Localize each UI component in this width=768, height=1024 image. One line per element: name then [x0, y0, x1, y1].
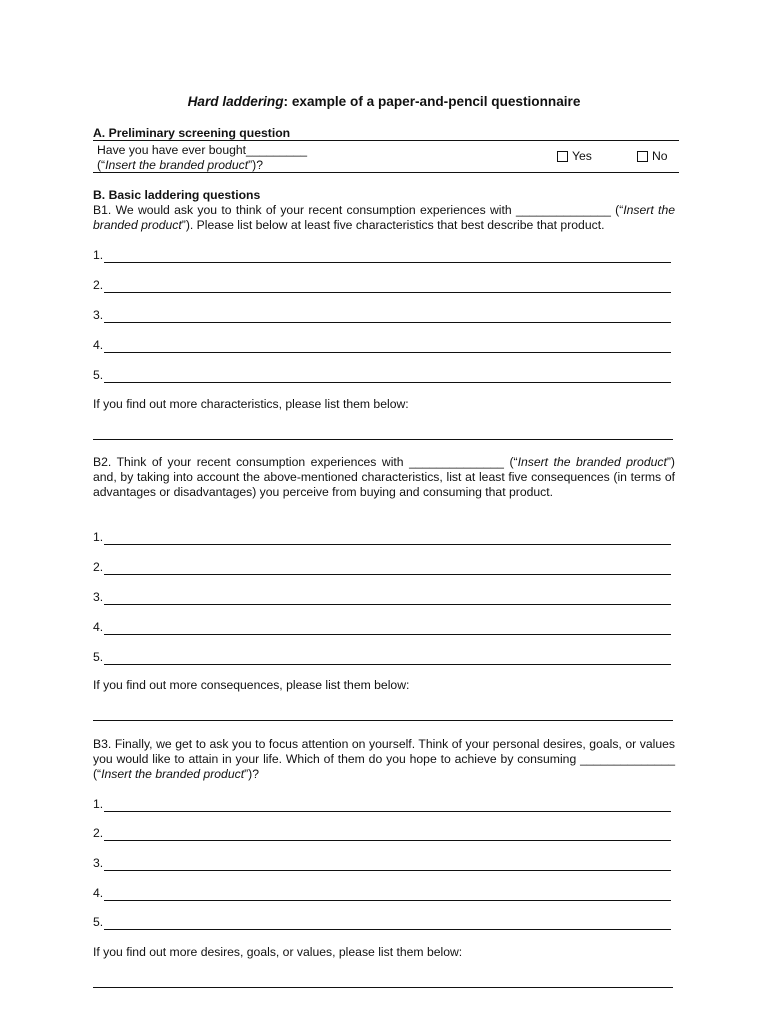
- answer-line[interactable]: [104, 341, 671, 353]
- b3-answer-1[interactable]: 1.: [93, 797, 671, 812]
- b2-answer-4[interactable]: 4.: [93, 620, 671, 635]
- b3-answer-5[interactable]: 5.: [93, 915, 671, 930]
- answer-line[interactable]: [104, 653, 671, 665]
- no-checkbox[interactable]: [637, 151, 648, 162]
- b2-answer-1[interactable]: 1.: [93, 530, 671, 545]
- answer-line[interactable]: [104, 371, 671, 383]
- page-title: [93, 93, 675, 111]
- section-a-heading: A. Preliminary screening question: [93, 126, 291, 140]
- b2-answer-3[interactable]: 3.: [93, 590, 671, 605]
- screening-question-line1: Have you have ever bought_________: [97, 143, 308, 157]
- yes-option[interactable]: [557, 149, 592, 164]
- b3-answer-3[interactable]: 3.: [93, 856, 671, 871]
- answer-line[interactable]: [104, 889, 671, 901]
- b3-answer-2[interactable]: 2.: [93, 826, 671, 841]
- no-label: No: [652, 149, 668, 163]
- section-a-top-rule: [93, 140, 679, 141]
- answer-line[interactable]: [104, 563, 671, 575]
- yes-label: Yes: [572, 149, 592, 163]
- screening-question-line2: (“Insert the branded product”)?: [97, 158, 263, 172]
- b1-answer-5[interactable]: 5.: [93, 368, 671, 383]
- b1-free-answer-line[interactable]: [93, 439, 673, 440]
- b1-answer-4[interactable]: 4.: [93, 338, 671, 353]
- b2-more-note: If you find out more consequences, please list them below:: [93, 678, 410, 692]
- question-b1: B1. We would ask you to think of your recent consumption experiences with ______________ (“Insert the branded product”). Please list below at least five characteristics that best describe that product.: [93, 203, 675, 232]
- answer-line[interactable]: [104, 829, 671, 841]
- b2-answer-5[interactable]: 5.: [93, 650, 671, 665]
- question-b2: B2. Think of your recent consumption experiences with ______________ (“Insert the branded product”) and, by taking into account the above-mentioned characteristics, list at least five consequences (in terms of advantages or disadvantages) you perceive from buying and consuming that product.: [93, 455, 675, 499]
- question-b3: B3. Finally, we get to ask you to focus attention on yourself. Think of your personal desires, goals, or values you would like to attain in your life. Which of them do you hope to achieve by consuming ______________ (“Insert the branded product”)?: [93, 737, 675, 781]
- screening-question: [97, 143, 307, 173]
- b1-answer-1[interactable]: 1.: [93, 248, 671, 263]
- b2-free-answer-line[interactable]: [93, 720, 673, 721]
- answer-line[interactable]: [104, 311, 671, 323]
- b3-more-note: If you find out more desires, goals, or values, please list them below:: [93, 945, 463, 959]
- section-b-heading: B. Basic laddering questions: [93, 188, 261, 202]
- b3-answer-4[interactable]: 4.: [93, 886, 671, 901]
- b2-answer-2[interactable]: 2.: [93, 560, 671, 575]
- b1-answer-2[interactable]: 2.: [93, 278, 671, 293]
- title-rest: : example of a paper-and-pencil questionnaire: [283, 94, 581, 109]
- answer-line[interactable]: [104, 593, 671, 605]
- title-italic: Hard laddering: [187, 94, 284, 109]
- section-a-bottom-rule: [93, 172, 679, 173]
- b3-free-answer-line[interactable]: [93, 987, 673, 988]
- yes-checkbox[interactable]: [557, 151, 568, 162]
- answer-line[interactable]: [104, 800, 671, 812]
- answer-line[interactable]: [104, 533, 671, 545]
- b1-answer-3[interactable]: 3.: [93, 308, 671, 323]
- answer-line[interactable]: [104, 251, 671, 263]
- answer-line[interactable]: [104, 859, 671, 871]
- b1-more-note: If you find out more characteristics, please list them below:: [93, 397, 409, 411]
- answer-line[interactable]: [104, 918, 671, 930]
- answer-line[interactable]: [104, 281, 671, 293]
- answer-line[interactable]: [104, 623, 671, 635]
- no-option[interactable]: [637, 149, 668, 164]
